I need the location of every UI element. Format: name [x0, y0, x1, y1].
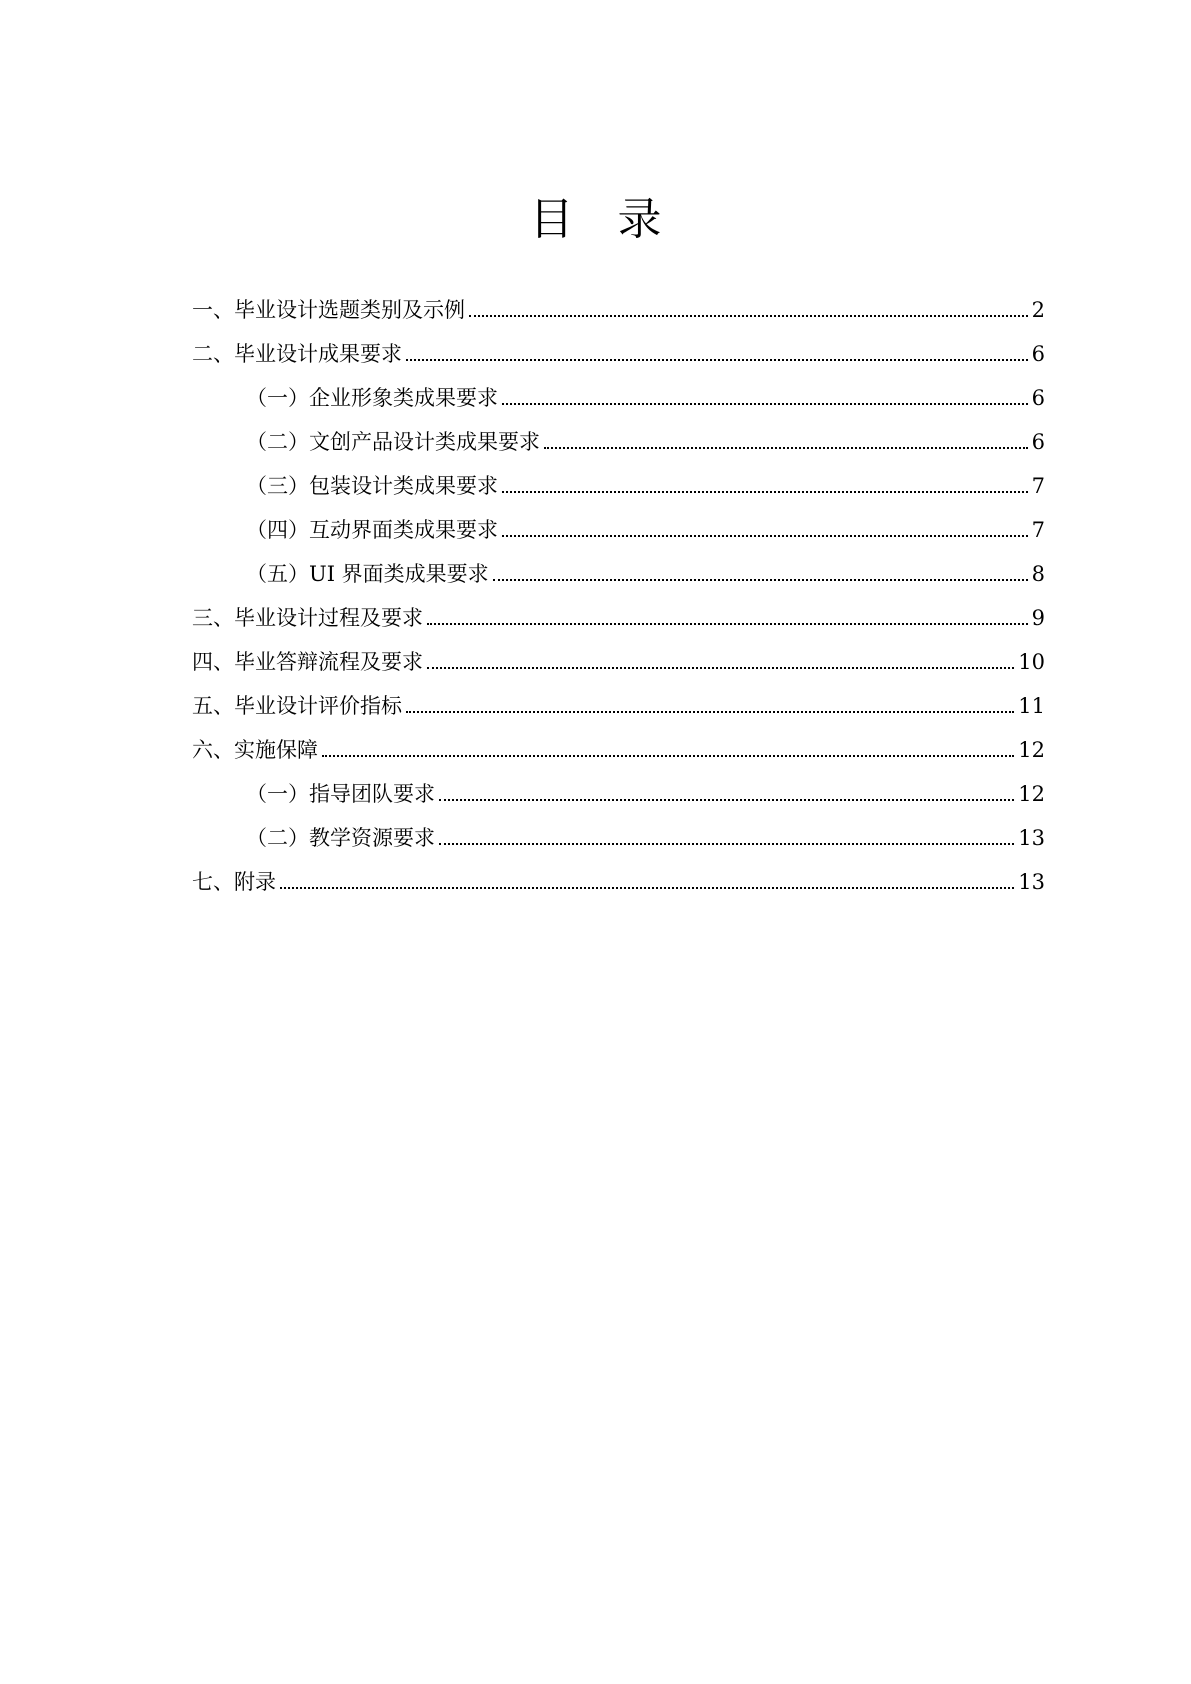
toc-entry-page: 13	[1018, 870, 1045, 894]
toc-entry-page: 6	[1031, 386, 1045, 410]
toc-entry[interactable]	[192, 644, 1045, 676]
toc-entry-page: 10	[1018, 650, 1045, 674]
toc-dot-leader	[544, 447, 1028, 449]
toc-entry-label: （二）文创产品设计类成果要求	[246, 430, 540, 454]
toc-entry-page: 2	[1031, 298, 1045, 322]
toc-entry-label: 五、毕业设计评价指标	[192, 694, 402, 718]
toc-entry[interactable]	[192, 336, 1045, 368]
toc-entry-page: 9	[1031, 606, 1045, 630]
toc-entry-label: （三）包装设计类成果要求	[246, 474, 498, 498]
toc-entry[interactable]	[246, 776, 1045, 808]
toc-dot-leader	[493, 579, 1028, 581]
toc-entry-label: （一）企业形象类成果要求	[246, 386, 498, 410]
toc-entry[interactable]	[246, 556, 1045, 588]
toc-entry-label: 六、实施保障	[192, 738, 318, 762]
toc-entry-page: 13	[1018, 826, 1045, 850]
toc-entry-page: 8	[1031, 562, 1045, 586]
toc-dot-leader	[427, 667, 1014, 669]
toc-entry-label: 三、毕业设计过程及要求	[192, 606, 423, 630]
toc-dot-leader	[439, 843, 1014, 845]
toc-dot-leader	[427, 623, 1028, 625]
toc-entry-label: （五）UI 界面类成果要求	[246, 562, 489, 586]
toc-dot-leader	[502, 491, 1028, 493]
toc-entry[interactable]	[192, 292, 1045, 324]
toc-dot-leader	[469, 315, 1028, 317]
toc-entry-label: 四、毕业答辩流程及要求	[192, 650, 423, 674]
toc-entry-page: 11	[1018, 694, 1045, 718]
toc-entry-page: 7	[1031, 518, 1045, 542]
toc-title: 目 录	[529, 194, 662, 245]
toc-entry[interactable]	[246, 512, 1045, 544]
toc-dot-leader	[280, 887, 1014, 889]
toc-entry[interactable]	[246, 468, 1045, 500]
toc-entry-label: 一、毕业设计选题类别及示例	[192, 298, 465, 322]
toc-entry[interactable]	[246, 424, 1045, 456]
toc-entry[interactable]	[192, 688, 1045, 720]
toc-entry[interactable]	[192, 732, 1045, 764]
toc-dot-leader	[439, 799, 1014, 801]
toc-entry-label: （二）教学资源要求	[246, 826, 435, 850]
toc-dot-leader	[502, 403, 1028, 405]
toc-entry-page: 12	[1018, 738, 1045, 762]
toc-entry[interactable]	[246, 380, 1045, 412]
toc-entry-label: （一）指导团队要求	[246, 782, 435, 806]
toc-dot-leader	[502, 535, 1028, 537]
toc-entry-label: 二、毕业设计成果要求	[192, 342, 402, 366]
toc-entry[interactable]	[192, 600, 1045, 632]
toc-entry-page: 7	[1031, 474, 1045, 498]
toc-dot-leader	[322, 755, 1014, 757]
toc-dot-leader	[406, 359, 1028, 361]
toc-entry-label: 七、附录	[192, 870, 276, 894]
toc-entry[interactable]	[246, 820, 1045, 852]
toc-entry-page: 6	[1031, 430, 1045, 454]
toc-entry-label: （四）互动界面类成果要求	[246, 518, 498, 542]
toc-dot-leader	[406, 711, 1014, 713]
toc-entry-page: 6	[1031, 342, 1045, 366]
toc-entry-page: 12	[1018, 782, 1045, 806]
toc-entry[interactable]	[192, 864, 1045, 896]
